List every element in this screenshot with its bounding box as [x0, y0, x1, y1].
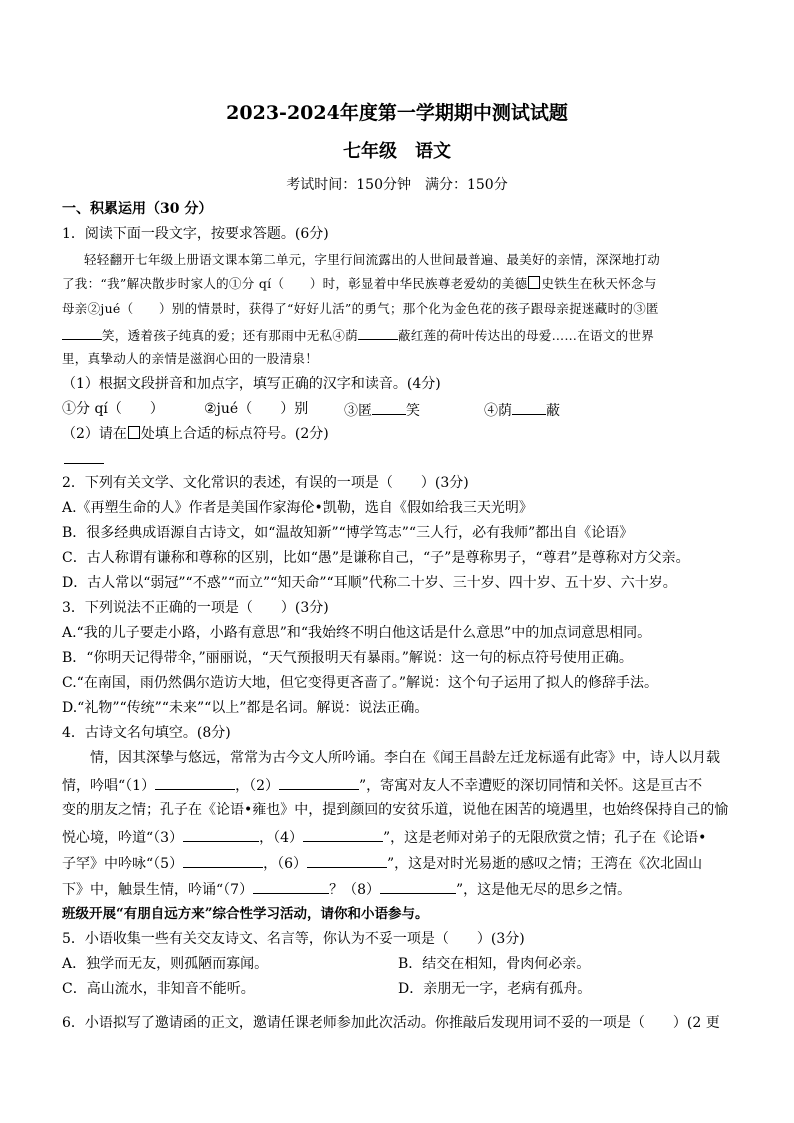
q4-line4 [62, 827, 706, 847]
q1-opt2-wrap [204, 400, 308, 418]
exam-title: 2023-2024年度第一学期期中测试试题 [226, 102, 568, 124]
blank[interactable] [372, 400, 406, 415]
q4-line2c: ”，寄寓对友人不幸遭贬的深切同情和关怀。这是亘古不 [359, 778, 703, 794]
q4-line4a: 悦心境，吟道“（3） [62, 830, 184, 846]
q1-opt4-wrap [484, 400, 560, 420]
blank[interactable] [512, 400, 546, 415]
blank[interactable] [303, 827, 383, 842]
q1-passage-line4a: 笑，透着孩子纯真的爱；还有那雨中无私④荫 [102, 328, 359, 343]
blank[interactable] [253, 879, 329, 894]
q1-passage-line5: 里，真挚动人的亲情是滋润心田的一股清泉！ [62, 351, 319, 366]
q1-sub2a: （2）请在 [62, 426, 127, 442]
q1-passage-line3: 母亲②jué（ ）别的情景时，获得了“好好儿活”的勇气；那个化为金色花的孩子跟母亲捉迷藏时的③匿 [62, 301, 659, 316]
blank[interactable] [307, 853, 387, 868]
q1-options [62, 400, 164, 418]
q2-option-c: C．古人称谓有谦称和尊称的区别，比如“愚”是谦称自己，“子”是尊称男子，“尊君”是尊称对方父亲。 [62, 550, 690, 566]
q1-passage-line4b: 蔽红莲的荷叶传达出的母爱……在语文的世界 [398, 328, 655, 343]
q4-line4c: ”，这是老师对弟子的无限欣赏之情；孔子在《论语• [383, 830, 707, 846]
q4-line3: 变的朋友之情；孔子在《论语•雍也》中，提到颜回的安贫乐道，说他在困苦的境遇里，也始终保持自己的愉 [62, 802, 729, 818]
q2-option-a: A.《再塑生命的人》作者是美国作家海伦•凯勒，选自《假如给我三天光明》 [62, 500, 533, 516]
q3-option-d: D.“礼物”“传统”“未来”“以上”都是名词。解说：说法正确。 [62, 700, 429, 716]
q1-passage-line4 [62, 325, 654, 345]
q4-line6a: 下》中，触景生情，吟诵“（7） [62, 882, 254, 898]
blank[interactable] [380, 879, 456, 894]
q1-opt3-wrap [344, 400, 420, 420]
blank[interactable] [62, 325, 102, 340]
section-heading: 一、积累运用（30 分） [62, 201, 213, 217]
q4-line5b: ，（6） [263, 856, 307, 872]
blank[interactable] [279, 775, 359, 790]
q4-line1: 情，因其深挚与悠远，常常为古今文人所吟诵。李白在《闻王昌龄左迁龙标遥有此寄》中，诗人以月载 [90, 750, 720, 766]
q3-option-c: C.“在南国，雨仍然偶尔造访大地，但它变得更吝啬了。”解说：这个句子运用了拟人的修辞手法。 [62, 675, 658, 691]
q4-line4b: ，（4） [259, 830, 303, 846]
q1-sub1: （1）根据文段拼音和加点字，填写正确的汉字和读音。(4分) [62, 376, 441, 392]
answer-line[interactable] [64, 463, 104, 464]
q5-option-a: A．独学而无友，则孤陋而寡闻。 [62, 956, 269, 972]
q4-line6c: ”，这是他无尽的思乡之情。 [456, 882, 632, 898]
q1-opt2: ②jué（ ）别 [204, 401, 309, 417]
q1-sub2 [62, 425, 329, 443]
q4-line2a: 情，吟唱“（1） [62, 778, 156, 794]
q2-option-b: B．很多经典成语源自古诗文，如“温故知新”“博学笃志”“三人行，必有我师”都出自《论语》 [62, 525, 634, 541]
q1-stem: 1．阅读下面一段文字，按要求答题。(6分) [62, 226, 329, 242]
q5-stem: 5．小语收集一些有关交友诗文、名言等，你认为不妥一项是（ ）(3分) [62, 931, 525, 947]
blank[interactable] [358, 325, 398, 340]
q4-line2 [62, 775, 702, 795]
q4-line2b: ，（2） [235, 778, 279, 794]
activity-intro: 班级开展“有朋自远方来”综合性学习活动，请你和小语参与。 [62, 906, 429, 922]
q1-opt3b: 笑 [406, 403, 420, 419]
q1-opt4b: 蔽 [546, 403, 560, 419]
q1-passage-line2 [62, 275, 657, 293]
q1-passage-line2a: 了我：“我”解决散步时家人的①分 qí（ ）时，彰显着中华民族尊老爱幼的美德 [62, 276, 528, 291]
blank[interactable] [155, 775, 235, 790]
q3-stem: 3．下列说法不正确的一项是（ ）(3分) [62, 600, 329, 616]
q1-sub2b: 处填上合适的标点符号。(2分) [140, 426, 329, 442]
q6-stem: 6．小语拟写了邀请函的正文，邀请任课老师参加此次活动。你推敲后发现用词不妥的一项是（ ）(2 更 [62, 1015, 720, 1031]
q4-line5 [62, 853, 702, 873]
exam-info: 考试时间：150分钟 满分：150分 [286, 177, 508, 193]
q1-opt1: ①分 qí（ ） [62, 401, 164, 417]
blank[interactable] [183, 853, 263, 868]
q5-option-b: B．结交在相知，骨肉何必亲。 [398, 956, 591, 972]
q4-line5a: 子罕》中吟咏“（5） [62, 856, 184, 872]
q4-stem: 4．古诗文名句填空。(8分) [62, 725, 231, 741]
punctuation-box [128, 426, 140, 439]
q4-line5c: ”，这是对时光易逝的感叹之情；王湾在《次北固山 [387, 856, 703, 872]
q1-passage-line2b: 史铁生在秋天怀念与 [541, 276, 657, 291]
q2-stem: 2．下列有关文学、文化常识的表述，有误的一项是（ ）(3分) [62, 475, 469, 491]
q2-option-d: D．古人常以“弱冠”“不惑”“而立”“知天命”“耳顺”代称二十岁、三十岁、四十岁、五十岁、六十岁。 [62, 575, 677, 591]
q3-option-a: A.“我的儿子要走小路，小路有意思”和“我始终不明白他这话是什么意思”中的加点词意思相同。 [62, 625, 652, 641]
q4-line6 [62, 879, 631, 899]
q1-opt4: ④荫 [484, 403, 512, 419]
punctuation-box [528, 276, 540, 289]
blank[interactable] [183, 827, 259, 842]
q4-line6b: ？（8） [329, 882, 380, 898]
q1-passage-line1: 轻轻翻开七年级上册语文课本第二单元，字里行间流露出的人世间最普遍、最美好的亲情，深深地打动 [84, 252, 661, 267]
q5-option-d: D．亲朋无一字，老病有孤舟。 [398, 981, 592, 997]
q5-option-c: C．高山流水，非知音不能听。 [62, 981, 255, 997]
q3-option-b: B．“你明天记得带伞，”丽丽说，“天气预报明天有暴雨。”解说：这一句的标点符号使用正确。 [62, 650, 633, 666]
q1-opt3: ③匿 [344, 403, 372, 419]
grade-subject: 七年级 语文 [343, 141, 451, 162]
